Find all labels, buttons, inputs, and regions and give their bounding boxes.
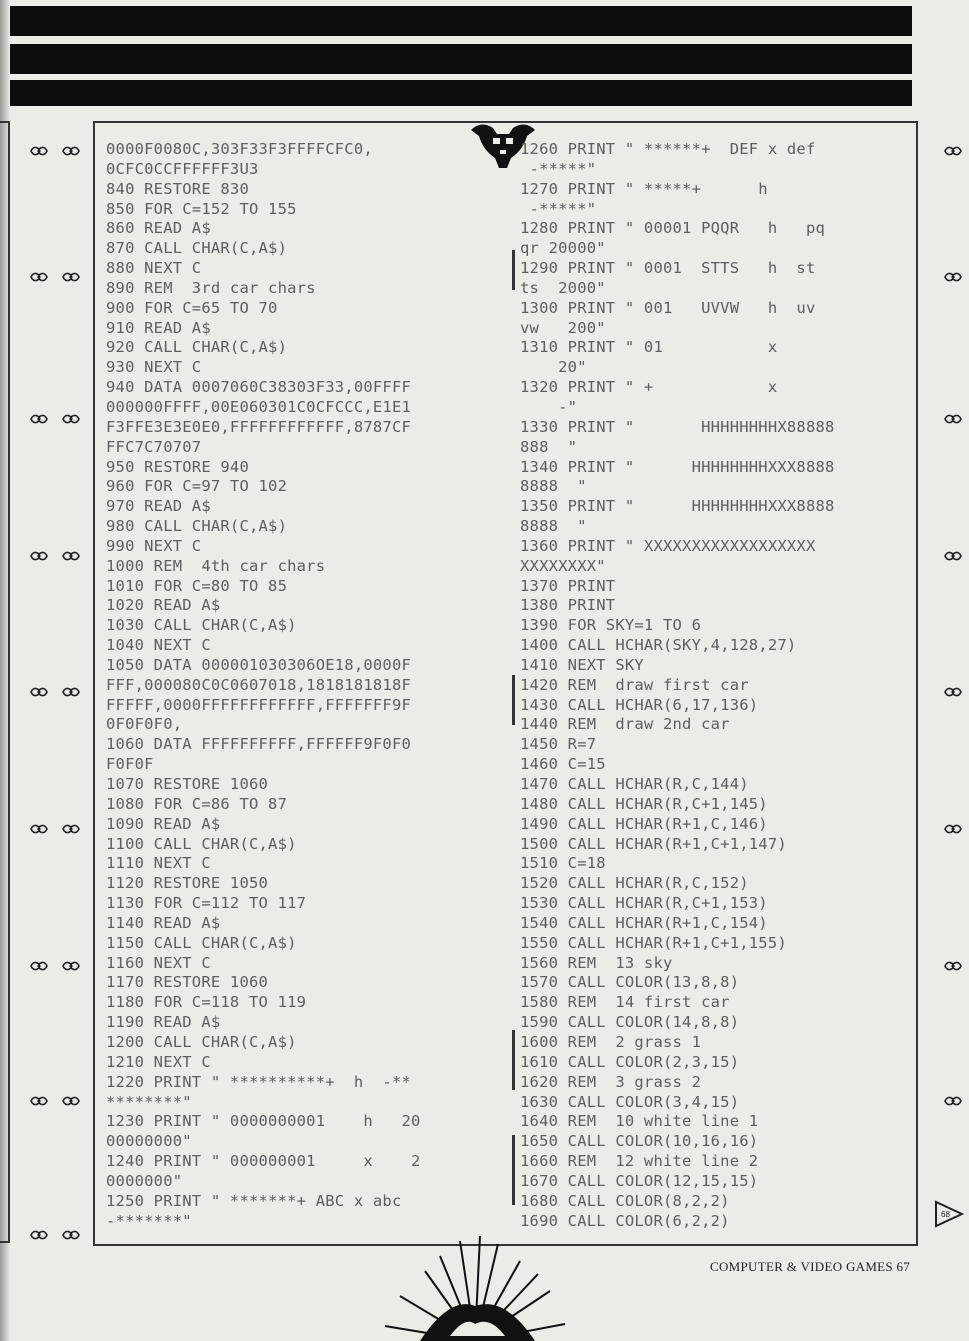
winged-emblem-icon bbox=[62, 1092, 80, 1104]
code-line: ********" bbox=[106, 1092, 192, 1111]
code-line: 1300 PRINT " 001 UVVW h uv bbox=[520, 298, 816, 317]
code-line: 8888 " bbox=[520, 517, 587, 536]
code-line: 910 READ A$ bbox=[106, 318, 211, 337]
code-line: 1360 PRINT " XXXXXXXXXXXXXXXXXX bbox=[520, 536, 816, 555]
code-line: 1340 PRINT " HHHHHHHHXXX8888 bbox=[520, 457, 835, 476]
code-line: 1450 R=7 bbox=[520, 735, 597, 754]
code-line: 0000F0080C,303F33F3FFFFCFC0, bbox=[106, 140, 373, 158]
code-line: 1250 PRINT " *******+ ABC x abc bbox=[106, 1191, 402, 1210]
code-line: -*****" bbox=[520, 199, 597, 218]
winged-emblem-icon bbox=[30, 820, 48, 832]
code-line: 1510 C=18 bbox=[520, 854, 606, 873]
code-line: 1390 FOR SKY=1 TO 6 bbox=[520, 616, 702, 635]
winged-emblem-icon bbox=[944, 683, 962, 695]
code-line: vw 200" bbox=[520, 318, 606, 337]
code-line: -*****" bbox=[520, 159, 597, 178]
code-line: 1640 REM 10 white line 1 bbox=[520, 1112, 759, 1131]
winged-emblem-icon bbox=[62, 957, 80, 969]
code-line: 930 NEXT C bbox=[106, 358, 202, 377]
winged-emblem-icon bbox=[944, 268, 962, 280]
header-stripe-3 bbox=[0, 80, 912, 106]
code-line: 1140 READ A$ bbox=[106, 913, 221, 932]
code-line: 1400 CALL HCHAR(SKY,4,128,27) bbox=[520, 636, 797, 655]
code-line: 1080 FOR C=86 TO 87 bbox=[106, 794, 288, 813]
code-line: 1470 CALL HCHAR(R,C,144) bbox=[520, 775, 749, 793]
code-line: 1230 PRINT " 0000000001 h 20 bbox=[106, 1112, 421, 1131]
code-line: 1110 NEXT C bbox=[106, 854, 211, 873]
code-line: 1150 CALL CHAR(C,A$) bbox=[106, 933, 297, 952]
code-line: 1590 CALL COLOR(14,8,8) bbox=[520, 1013, 740, 1032]
code-line: 1680 CALL COLOR(8,2,2) bbox=[520, 1191, 730, 1210]
winged-emblem-icon bbox=[62, 547, 80, 559]
winged-emblem-icon bbox=[30, 683, 48, 695]
winged-emblem-icon bbox=[30, 1092, 48, 1104]
winged-emblem-icon bbox=[944, 820, 962, 832]
code-line: 1460 C=15 bbox=[520, 755, 606, 774]
code-line: 1540 CALL HCHAR(R+1,C,154) bbox=[520, 913, 768, 932]
code-line: 1350 PRINT " HHHHHHHHXXX8888 bbox=[520, 497, 835, 516]
code-line: 1370 PRINT bbox=[520, 576, 616, 595]
winged-emblem-icon bbox=[62, 142, 80, 154]
code-line: 0000000" bbox=[106, 1171, 183, 1190]
winged-emblem-icon bbox=[944, 410, 962, 422]
code-line: 1180 FOR C=118 TO 119 bbox=[106, 993, 307, 1012]
code-line: 1380 PRINT bbox=[520, 596, 616, 615]
column-divider bbox=[512, 1135, 515, 1205]
code-line: 1670 CALL COLOR(12,15,15) bbox=[520, 1171, 759, 1190]
code-line: 1220 PRINT " **********+ h -** bbox=[106, 1072, 412, 1091]
code-line: FFC7C70707 bbox=[106, 437, 202, 456]
code-line: 860 READ A$ bbox=[106, 219, 211, 238]
winged-emblem-icon bbox=[944, 957, 962, 969]
code-line: 1630 CALL COLOR(3,4,15) bbox=[520, 1092, 740, 1111]
code-line: 1020 READ A$ bbox=[106, 596, 221, 615]
code-line: 1570 CALL COLOR(13,8,8) bbox=[520, 973, 740, 992]
listing-left-column bbox=[106, 140, 421, 1231]
code-line: XXXXXXXX" bbox=[520, 556, 606, 575]
code-line: 840 RESTORE 830 bbox=[106, 179, 249, 198]
winged-emblem-icon bbox=[62, 410, 80, 422]
code-line: 888 " bbox=[520, 437, 578, 456]
winged-emblem-icon bbox=[944, 142, 962, 154]
listing-right-column bbox=[520, 140, 835, 1231]
code-line: F3FFE3E3E0E0,FFFFFFFFFFFF,8787CF bbox=[106, 417, 412, 436]
winged-emblem-icon bbox=[62, 1226, 80, 1238]
code-line: qr 20000" bbox=[520, 239, 606, 258]
code-line: 0CFC0CCFFFFFF3U3 bbox=[106, 159, 259, 178]
code-line: 1440 REM draw 2nd car bbox=[520, 715, 730, 734]
code-line: 1000 REM 4th car chars bbox=[106, 556, 326, 575]
code-line: 1410 NEXT SKY bbox=[520, 655, 644, 674]
next-page-number: 68 bbox=[941, 1210, 950, 1219]
crash-splash-illustration bbox=[380, 1236, 570, 1341]
code-line: 890 REM 3rd car chars bbox=[106, 278, 316, 297]
winged-emblem-icon bbox=[30, 547, 48, 559]
code-line: 1270 PRINT " *****+ h bbox=[520, 179, 768, 198]
code-line: 1530 CALL HCHAR(R,C+1,153) bbox=[520, 894, 768, 913]
winged-emblem-icon bbox=[30, 410, 48, 422]
code-line: 940 DATA 0007060C38303F33,00FFFF bbox=[106, 378, 412, 397]
code-line: 900 FOR C=65 TO 70 bbox=[106, 298, 278, 317]
code-line: 1240 PRINT " 000000001 x 2 bbox=[106, 1152, 421, 1171]
code-line: 950 RESTORE 940 bbox=[106, 457, 249, 476]
code-line: 990 NEXT C bbox=[106, 536, 202, 555]
header-stripe-2 bbox=[0, 44, 912, 74]
winged-emblem-icon bbox=[30, 1226, 48, 1238]
winged-emblem-icon bbox=[62, 683, 80, 695]
code-line: 1070 RESTORE 1060 bbox=[106, 775, 269, 793]
code-line: FFFFF,0000FFFFFFFFFFFF,FFFFFFF9F bbox=[106, 695, 412, 714]
code-line: 1040 NEXT C bbox=[106, 636, 211, 655]
code-line: 1060 DATA FFFFFFFFFF,FFFFFF9F0F0 bbox=[106, 735, 412, 754]
column-divider bbox=[512, 250, 515, 290]
code-line: 1320 PRINT " + x bbox=[520, 378, 778, 397]
winged-emblem-icon bbox=[30, 268, 48, 280]
code-line: 20" bbox=[520, 358, 587, 377]
code-line: 000000FFFF,00E060301C0CFCCC,E1E1 bbox=[106, 397, 412, 416]
code-line: 1050 DATA 000001030306OE18,0000F bbox=[106, 655, 412, 674]
code-line: 0F0F0F0, bbox=[106, 715, 183, 734]
code-line: 880 NEXT C bbox=[106, 259, 202, 278]
code-line: 1010 FOR C=80 TO 85 bbox=[106, 576, 288, 595]
code-line: 1210 NEXT C bbox=[106, 1052, 211, 1071]
column-divider bbox=[512, 675, 515, 725]
winged-emblem-icon bbox=[944, 1092, 962, 1104]
page-footer: COMPUTER & VIDEO GAMES 67 bbox=[710, 1259, 911, 1274]
code-line: 850 FOR C=152 TO 155 bbox=[106, 199, 297, 218]
code-line: 00000000" bbox=[106, 1132, 192, 1151]
code-line: 1650 CALL COLOR(10,16,16) bbox=[520, 1132, 759, 1151]
code-line: 1600 REM 2 grass 1 bbox=[520, 1032, 702, 1051]
code-line: 1330 PRINT " HHHHHHHHX88888 bbox=[520, 417, 835, 436]
code-line: 1430 CALL HCHAR(6,17,136) bbox=[520, 695, 759, 714]
code-line: 1030 CALL CHAR(C,A$) bbox=[106, 616, 297, 635]
code-line: 1560 REM 13 sky bbox=[520, 953, 673, 972]
code-line: 1580 REM 14 first car bbox=[520, 993, 730, 1012]
code-line: 1170 RESTORE 1060 bbox=[106, 973, 269, 992]
code-line: 1620 REM 3 grass 2 bbox=[520, 1072, 702, 1091]
code-line: 1090 READ A$ bbox=[106, 814, 221, 833]
code-line: 870 CALL CHAR(C,A$) bbox=[106, 239, 288, 258]
code-line: F0F0F bbox=[106, 755, 154, 774]
code-line: 1420 REM draw first car bbox=[520, 675, 749, 694]
winged-emblem-icon bbox=[62, 268, 80, 280]
header-stripe-1 bbox=[0, 6, 912, 36]
code-line: 1260 PRINT " ******+ DEF x def bbox=[520, 140, 816, 158]
code-line: 970 READ A$ bbox=[106, 497, 211, 516]
code-line: 1310 PRINT " 01 x bbox=[520, 338, 778, 357]
winged-emblem-icon bbox=[944, 547, 962, 559]
code-line: 1160 NEXT C bbox=[106, 953, 211, 972]
code-line: 1690 CALL COLOR(6,2,2) bbox=[520, 1211, 730, 1230]
code-line: 960 FOR C=97 TO 102 bbox=[106, 477, 288, 496]
winged-emblem-icon bbox=[62, 820, 80, 832]
winged-emblem-icon bbox=[30, 957, 48, 969]
code-line: 1190 READ A$ bbox=[106, 1013, 221, 1032]
winged-emblem-icon bbox=[30, 142, 48, 154]
code-line: 1130 FOR C=112 TO 117 bbox=[106, 894, 307, 913]
next-page-arrow-icon[interactable] bbox=[934, 1200, 964, 1228]
code-line: -" bbox=[520, 397, 578, 416]
code-line: -*******" bbox=[106, 1211, 192, 1230]
code-line: 1610 CALL COLOR(2,3,15) bbox=[520, 1052, 740, 1071]
code-line: 1520 CALL HCHAR(R,C,152) bbox=[520, 874, 749, 893]
code-line: ts 2000" bbox=[520, 278, 606, 297]
column-divider bbox=[512, 1030, 515, 1090]
code-line: 1660 REM 12 white line 2 bbox=[520, 1152, 759, 1171]
column-divider bbox=[512, 290, 515, 330]
code-line: 1200 CALL CHAR(C,A$) bbox=[106, 1032, 297, 1051]
code-line: 920 CALL CHAR(C,A$) bbox=[106, 338, 288, 357]
code-line: 8888 " bbox=[520, 477, 587, 496]
code-line: 1550 CALL HCHAR(R+1,C+1,155) bbox=[520, 933, 787, 952]
code-line: FFF,000080C0C0607018,1818181818F bbox=[106, 675, 412, 694]
code-line: 980 CALL CHAR(C,A$) bbox=[106, 517, 288, 536]
previous-page-edge bbox=[0, 121, 10, 1243]
code-line: 1490 CALL HCHAR(R+1,C,146) bbox=[520, 814, 768, 833]
code-line: 1480 CALL HCHAR(R,C+1,145) bbox=[520, 794, 768, 813]
code-line: 1100 CALL CHAR(C,A$) bbox=[106, 834, 297, 853]
code-line: 1280 PRINT " 00001 PQQR h pq bbox=[520, 219, 826, 238]
code-line: 1120 RESTORE 1050 bbox=[106, 874, 269, 893]
code-line: 1500 CALL HCHAR(R+1,C+1,147) bbox=[520, 834, 787, 853]
code-line: 1290 PRINT " 0001 STTS h st bbox=[520, 259, 816, 278]
